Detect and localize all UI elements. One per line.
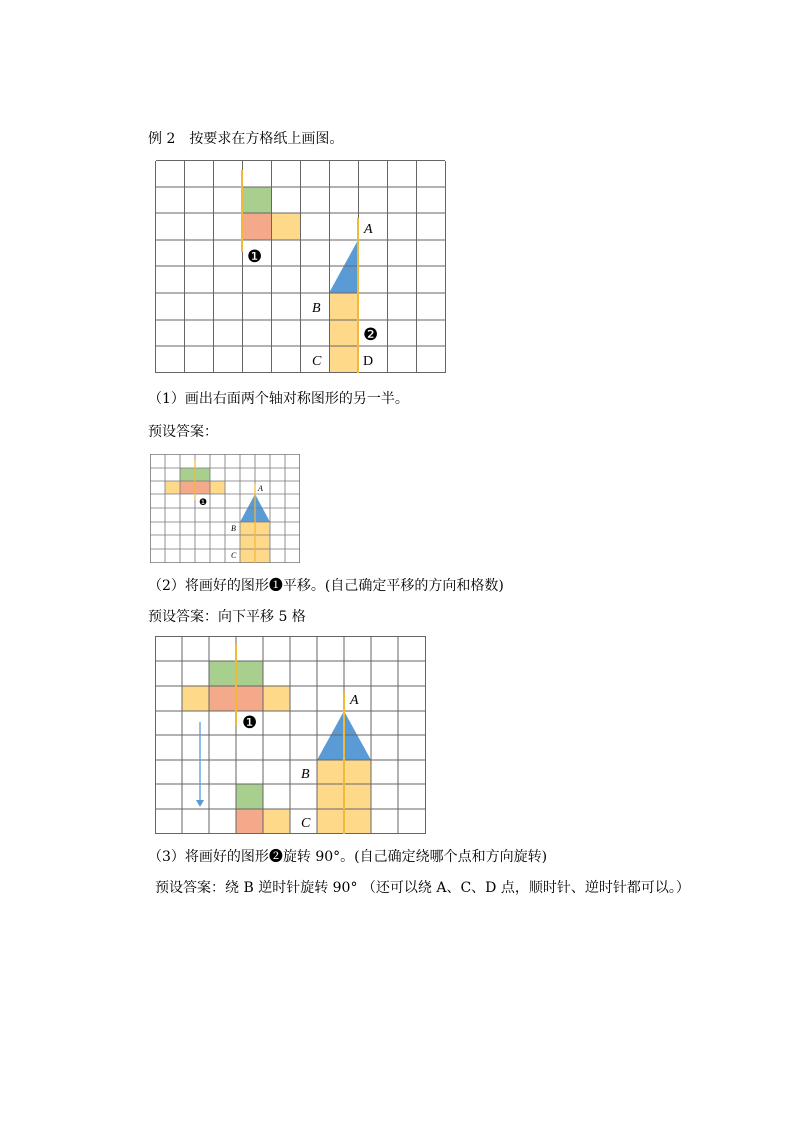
label-a: A (350, 693, 359, 708)
green-square (242, 187, 271, 213)
yellow-left (165, 481, 180, 494)
salmon-square-moved (236, 809, 263, 834)
label-a: A (258, 484, 263, 493)
answer-label-1: 预设答案： (148, 424, 218, 440)
label-c: C (312, 354, 322, 369)
grid-figure-answer-2 (155, 636, 426, 834)
label-c: C (231, 551, 237, 560)
translation-arrow-icon (196, 800, 204, 807)
answer-2: 预设答案：向下平移 5 格 (148, 609, 306, 625)
question-2: （2）将画好的图形❶平移。(自己确定平移的方向和格数) (148, 578, 504, 594)
grid-figure-problem (155, 160, 447, 374)
marker-2: ❷ (363, 325, 379, 345)
yellow-rect-moved (263, 809, 290, 834)
green-square-moved (236, 784, 263, 809)
label-b: B (312, 301, 321, 316)
question-1: （1）画出右面两个轴对称图形的另一半。 (148, 391, 409, 407)
marker-1: ❶ (242, 713, 258, 733)
label-c: C (301, 816, 311, 831)
label-a: A (364, 222, 373, 237)
yellow-half-rect (329, 293, 358, 373)
label-b: B (301, 767, 310, 782)
marker-1: ❶ (247, 247, 263, 267)
yellow-rect (271, 213, 300, 240)
marker-1: ❶ (199, 498, 208, 508)
yellow-left-top (182, 686, 209, 711)
yellow-right-top (263, 686, 290, 711)
example-title: 例 2 按要求在方格纸上画图。 (148, 131, 344, 147)
grid-figure-answer-1 (150, 454, 300, 563)
salmon-square (242, 213, 271, 240)
label-d: D (363, 354, 374, 369)
question-3: （3）将画好的图形❷旋转 90°。(自己确定绕哪个点和方向旋转) (148, 849, 548, 865)
yellow-right (210, 481, 225, 494)
answer-3: 预设答案：绕 B 逆时针旋转 90° （还可以绕 A、C、D 点，顺时针、逆时针都可以。） (155, 880, 690, 896)
label-b: B (231, 524, 236, 533)
